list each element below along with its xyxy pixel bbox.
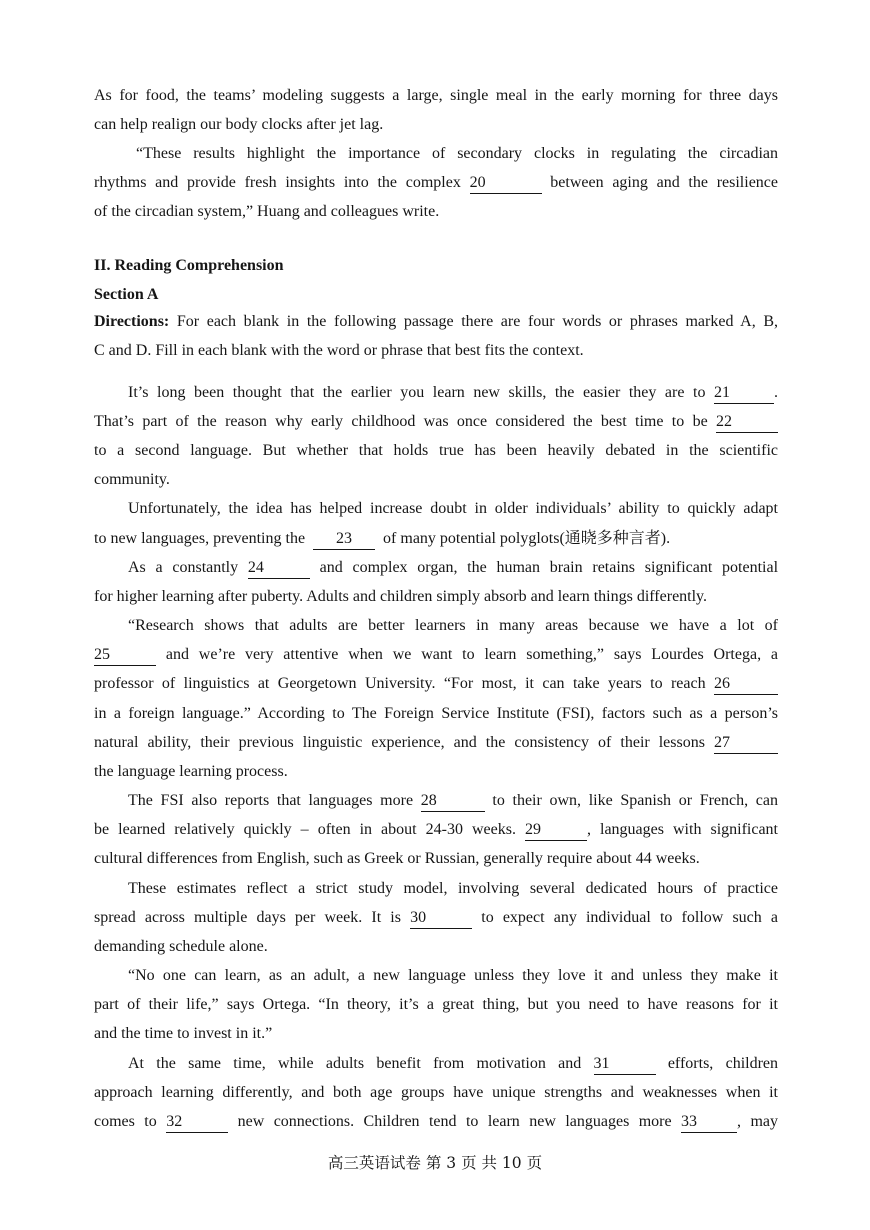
paragraph-line <box>94 84 778 108</box>
paragraph-line <box>94 1022 778 1046</box>
blank-21: 21 <box>714 384 774 404</box>
blank-31: 31 <box>594 1055 656 1075</box>
text-run: Unfortunately, the idea has helped increase doubt in older individuals’ ability to quickly adapt <box>128 500 778 517</box>
paragraph-line <box>128 556 778 580</box>
paragraph-line <box>128 877 778 901</box>
section-subheading: Section A <box>94 286 159 303</box>
paragraph-line <box>94 468 778 492</box>
paragraph-line <box>136 142 778 166</box>
text-run: professor of linguistics at Georgetown University. “For most, it can take years to reach <box>94 675 706 692</box>
paragraph-line <box>94 760 778 784</box>
paragraph-line <box>128 789 778 813</box>
paragraph-line <box>94 113 778 137</box>
paragraph-line <box>94 171 778 195</box>
text-run: for higher learning after puberty. Adults and children simply absorb and learn things differently. <box>94 588 708 605</box>
paragraph-line <box>94 439 778 463</box>
text-run: These estimates reflect a strict study model, involving several dedicated hours of practice <box>128 880 778 897</box>
paragraph-line <box>94 993 778 1017</box>
blank-20: 20 <box>470 174 542 194</box>
blank-25: 25 <box>94 646 156 666</box>
text-run: . <box>774 384 779 401</box>
text-run: new connections. Children tend to learn new languages more <box>237 1113 672 1130</box>
paragraph-line <box>128 614 778 638</box>
text-run: to new languages, preventing the <box>94 530 306 547</box>
blank-33: 33 <box>681 1113 737 1133</box>
directions-label: Directions: <box>94 313 170 330</box>
paragraph-line <box>128 497 778 521</box>
paragraph-line <box>94 527 778 551</box>
text-run: be learned relatively quickly – often in about 24-30 weeks. <box>94 821 516 838</box>
directions-line <box>94 310 778 334</box>
paragraph-line <box>128 964 778 988</box>
text-run: part of their life,” says Ortega. “In theory, it’s a great thing, but you need to have reasons for it <box>94 996 778 1013</box>
paragraph-line <box>94 643 778 667</box>
text-run: , may <box>737 1113 779 1130</box>
blank-26: 26 <box>714 675 778 695</box>
text-run: “These results highlight the importance of secondary clocks in regulating the circadian <box>136 145 778 162</box>
paragraph-line <box>128 1052 778 1076</box>
section-heading: II. Reading Comprehension <box>94 257 284 274</box>
text-run: can help realign our body clocks after jet lag. <box>94 116 384 133</box>
text-run: It’s long been thought that the earlier you learn new skills, the easier they are to <box>128 384 706 401</box>
text-run: to a second language. But whether that holds true has been heavily debated in the scientific <box>94 442 778 459</box>
paragraph-line <box>94 702 778 726</box>
text-run: in a foreign language.” According to The Foreign Service Institute (FSI), factors such as a person’s <box>94 705 778 722</box>
text-run: to their own, like Spanish or French, can <box>492 792 779 809</box>
text-run: For each blank in the following passage there are four words or phrases marked A, B, <box>176 313 779 330</box>
paragraph-line <box>94 200 778 224</box>
text-run: between aging and the resilience <box>550 174 779 191</box>
text-run: and complex organ, the human brain retains significant potential <box>319 559 779 576</box>
text-run: As a constantly <box>128 559 239 576</box>
blank-27: 27 <box>714 734 778 754</box>
blank-24: 24 <box>248 559 310 579</box>
paragraph-line <box>94 585 778 609</box>
directions-line <box>94 339 778 363</box>
text-run: community. <box>94 471 170 488</box>
text-run: spread across multiple days per week. It is <box>94 909 401 926</box>
text-run: to expect any individual to follow such a <box>481 909 779 926</box>
paragraph-line <box>94 1110 778 1134</box>
text-run: natural ability, their previous linguistic experience, and the consistency of their lessons <box>94 734 705 751</box>
text-run: cultural differences from English, such as Greek or Russian, generally require about 44 weeks. <box>94 850 700 867</box>
text-run: the language learning process. <box>94 763 288 780</box>
text-run: of many potential polyglots(通晓多种言者). <box>383 530 671 547</box>
text-run: C and D. Fill in each blank with the word or phrase that best fits the context. <box>94 342 584 359</box>
text-run: efforts, children <box>667 1055 779 1072</box>
paragraph-line <box>128 381 778 405</box>
paragraph-line <box>94 672 778 696</box>
text-run: The FSI also reports that languages more <box>128 792 414 809</box>
text-run: That’s part of the reason why early childhood was once considered the best time to be <box>94 413 708 430</box>
text-run: “Research shows that adults are better learners in many areas because we have a lot of <box>128 617 778 634</box>
text-run: rhythms and provide fresh insights into the complex <box>94 174 461 191</box>
blank-23: 23 <box>313 530 375 550</box>
text-run: At the same time, while adults benefit from motivation and <box>128 1055 582 1072</box>
text-run: “No one can learn, as an adult, a new language unless they love it and unless they make it <box>128 967 778 984</box>
text-run: of the circadian system,” Huang and colleagues write. <box>94 203 440 220</box>
text-run: and we’re very attentive when we want to learn something,” says Lourdes Ortega, a <box>165 646 779 663</box>
text-run: , languages with significant <box>586 821 779 838</box>
paragraph-line <box>94 1081 778 1105</box>
blank-22: 22 <box>716 413 778 433</box>
blank-30: 30 <box>410 909 472 929</box>
blank-32: 32 <box>166 1113 228 1133</box>
text-run: demanding schedule alone. <box>94 938 268 955</box>
text-run: approach learning differently, and both age groups have unique strengths and weaknesses when it <box>94 1084 778 1101</box>
paragraph-line <box>94 818 778 842</box>
paragraph-line <box>94 935 778 959</box>
blank-28: 28 <box>421 792 485 812</box>
page-footer: 高三英语试卷 第 3 页 共 10 页 <box>327 1154 543 1172</box>
paragraph-line <box>94 906 778 930</box>
blank-29: 29 <box>525 821 587 841</box>
paragraph-line <box>94 847 778 871</box>
paragraph-line <box>94 410 778 434</box>
paragraph-line <box>94 731 778 755</box>
text-run: As for food, the teams’ modeling suggests a large, single meal in the early morning for three days <box>94 87 778 104</box>
text-run: and the time to invest in it.” <box>94 1025 273 1042</box>
text-run: comes to <box>94 1113 157 1130</box>
